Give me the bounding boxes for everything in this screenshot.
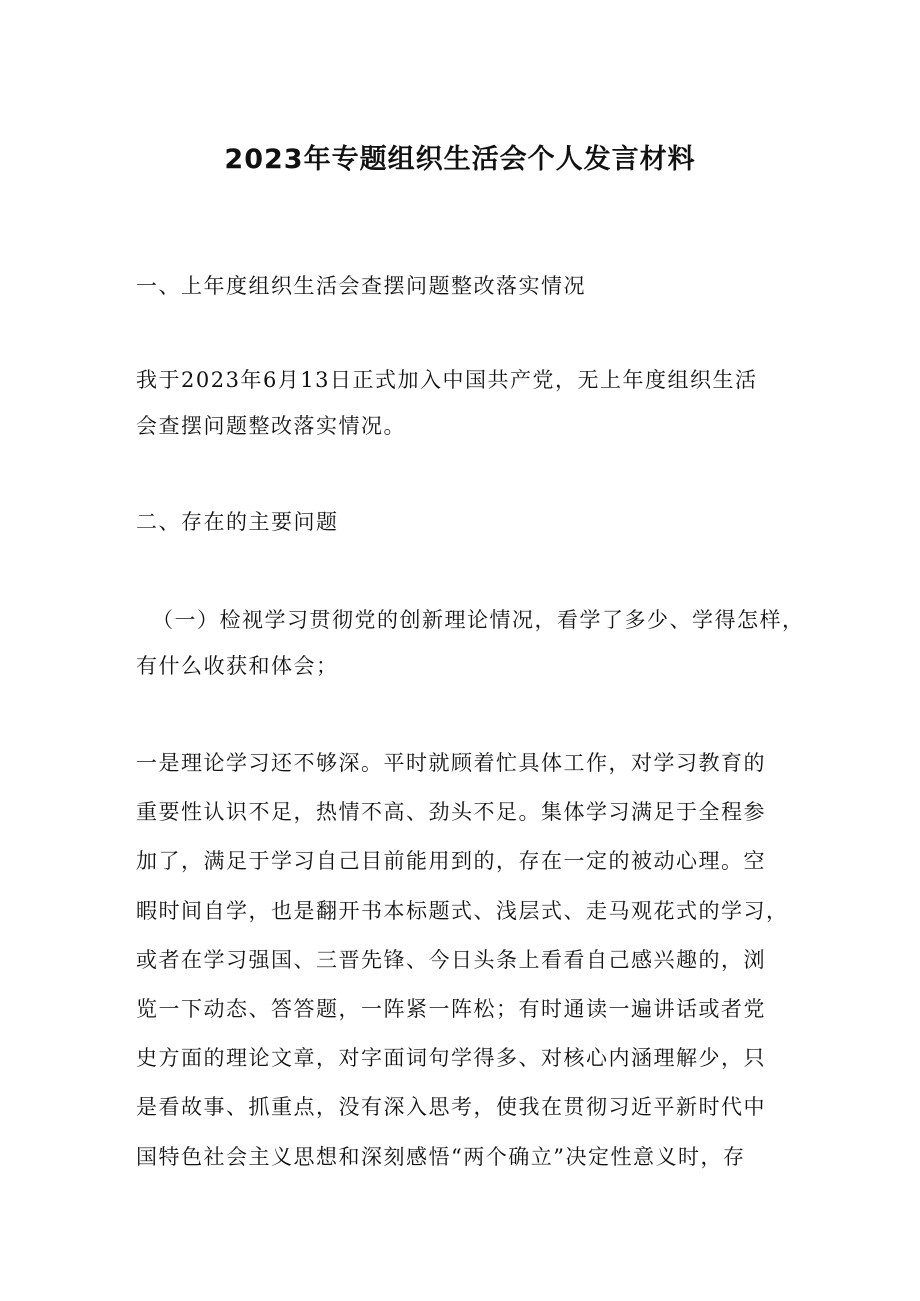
paragraph-line: 重要性认识不足，热情不高、劲头不足。集体学习满足于全程参 <box>136 800 766 825</box>
paragraph-line: 或者在学习强国、三晋先锋、今日头条上看看自己感兴趣的，浏 <box>136 947 766 972</box>
paragraph-line: 史方面的理论文章，对字面词句学得多、对核心内涵理解少，只 <box>136 1046 766 1071</box>
subsection-heading-1 <box>136 597 812 689</box>
paragraph-line: 是看故事、抓重点，没有深入思考，使我在贯彻习近平新时代中 <box>136 1095 766 1120</box>
paragraph-line: 会查摆问题整改落实情况。 <box>136 414 406 438</box>
paragraph-line: 我于2023年6月13日正式加入中国共产党，无上年度组织生活 <box>136 368 758 392</box>
section-1-paragraph <box>136 357 796 449</box>
paragraph-line: 一是理论学习还不够深。平时就顾着忙具体工作，对学习教育的 <box>136 751 766 775</box>
paragraph-line: 加了，满足于学习自己目前能用到的，存在一定的被动心理。空 <box>136 849 766 874</box>
paragraph-line: 有什么收获和体会； <box>136 654 339 678</box>
section-heading-1 <box>136 263 796 309</box>
paragraph-line: （一）检视学习贯彻党的创新理论情况，看学了多少、学得怎样， <box>152 608 805 632</box>
paragraph-line: 览一下动态、答答题，一阵紧一阵松；有时通读一遍讲话或者党 <box>136 996 766 1021</box>
body-paragraph <box>136 739 796 1182</box>
paragraph-line: 暇时间自学，也是翻开书本标题式、浅层式、走马观花式的学习， <box>136 898 789 923</box>
document-title: 2023年专题组织生活会个人发言材料 <box>224 144 696 175</box>
heading-text: 二、存在的主要问题 <box>136 510 339 534</box>
section-heading-2 <box>136 499 796 545</box>
paragraph-line: 国特色社会主义思想和深刻感悟“两个确立”决定性意义时，存 <box>136 1144 746 1169</box>
heading-text: 一、上年度组织生活会查摆问题整改落实情况 <box>136 274 586 298</box>
